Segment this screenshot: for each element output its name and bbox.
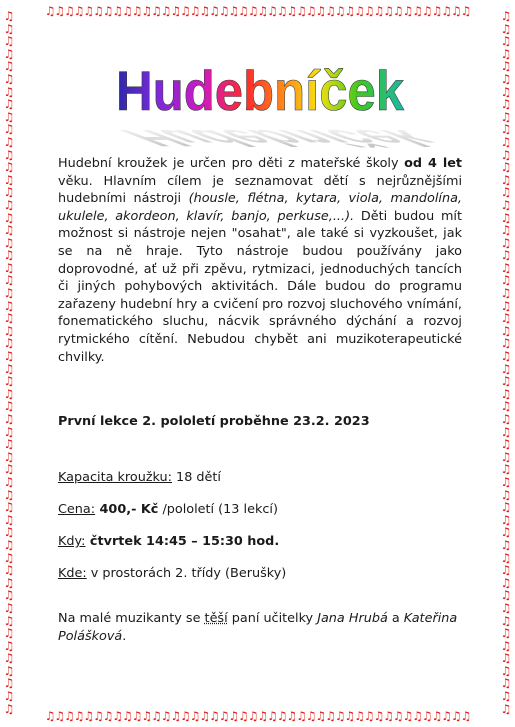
closing-look-forward: těší bbox=[204, 611, 228, 626]
music-note-icon: ♫ bbox=[325, 4, 335, 18]
intro-paragraph bbox=[58, 155, 462, 366]
music-note-icon: ♫ bbox=[122, 4, 132, 18]
music-note-icon: ♫ bbox=[3, 21, 15, 36]
music-note-icon: ♫ bbox=[131, 709, 142, 723]
intro-text-1: Hudební kroužek je určen pro děti z mateřské školy bbox=[58, 156, 405, 171]
music-note-icon: ♫ bbox=[189, 4, 200, 18]
intro-text-2: věku. Hlavním cílem je seznamovat dětí s nejrůznějšími hudebními nástroji bbox=[58, 173, 462, 207]
music-note-icon: ♫ bbox=[500, 273, 512, 288]
music-note-icon: ♫ bbox=[160, 709, 171, 723]
music-note-icon: ♫ bbox=[325, 709, 335, 723]
music-note-icon: ♫ bbox=[500, 474, 512, 489]
music-note-icon: ♫ bbox=[3, 59, 15, 74]
instruments-list: (housle, flétna, kytara, viola, mandolína, ukulele, akordeon, klavír, banjo, perkuse,...). bbox=[58, 191, 462, 224]
title-svg bbox=[100, 48, 490, 152]
music-note-icon: ♫ bbox=[199, 4, 210, 18]
music-note-icon: ♫ bbox=[3, 487, 15, 502]
music-note-icon: ♫ bbox=[334, 4, 345, 18]
intro-text-3: Děti budou mít možnost si nástroje nejen "osahat", ale také si vyzkoušet, jak se na ně hraje. Tyto nástroje budou používány jako doprovodné, ať už při zpěvu, rytmizaci, jednoduchých tancích či jiných pohybových aktivitách. Dále budou do programu zařazeny hudební hry a cvičení pro rozvoj sluchového vnímání, fonematického sluchu, nácvik správného dýchání a rozvoj rytmického cítění. Nebudou chybět ani muzikoterapeutické chvilky. bbox=[58, 208, 462, 365]
music-note-icon: ♫ bbox=[3, 235, 15, 250]
music-note-icon: ♫ bbox=[286, 709, 297, 723]
music-note-icon: ♫ bbox=[500, 550, 512, 565]
music-note-icon: ♫ bbox=[3, 550, 15, 565]
music-note-icon: ♫ bbox=[267, 4, 277, 18]
music-note-icon: ♫ bbox=[500, 97, 512, 112]
border-left bbox=[2, 10, 16, 717]
music-note-icon: ♫ bbox=[500, 298, 512, 313]
music-note-icon: ♫ bbox=[412, 709, 422, 723]
price-label: Cena: bbox=[58, 502, 96, 517]
music-note-icon: ♫ bbox=[3, 701, 15, 716]
music-note-icon: ♫ bbox=[3, 34, 15, 49]
music-note-icon: ♫ bbox=[500, 34, 512, 49]
music-note-icon: ♫ bbox=[500, 462, 512, 477]
music-note-icon: ♫ bbox=[500, 336, 512, 351]
music-note-icon: ♫ bbox=[500, 449, 512, 464]
music-note-icon: ♫ bbox=[500, 147, 512, 162]
music-note-icon: ♫ bbox=[402, 4, 413, 18]
music-note-icon: ♫ bbox=[500, 361, 512, 376]
music-note-icon: ♫ bbox=[3, 349, 15, 364]
music-note-icon: ♫ bbox=[122, 709, 132, 723]
music-note-icon: ♫ bbox=[460, 4, 471, 18]
music-note-icon: ♫ bbox=[3, 223, 15, 238]
music-note-icon: ♫ bbox=[3, 588, 15, 603]
music-note-icon: ♫ bbox=[3, 575, 15, 590]
music-note-icon: ♫ bbox=[209, 709, 219, 723]
music-note-icon: ♫ bbox=[500, 689, 512, 704]
first-lesson-notice: První lekce 2. pololetí proběhne 23.2. 2023 bbox=[58, 414, 370, 429]
music-note-icon: ♫ bbox=[500, 84, 512, 99]
music-note-icon: ♫ bbox=[3, 160, 15, 175]
music-note-icon: ♫ bbox=[3, 248, 15, 263]
music-note-icon: ♫ bbox=[500, 512, 512, 527]
music-note-icon: ♫ bbox=[170, 4, 181, 18]
music-note-icon: ♫ bbox=[3, 525, 15, 540]
border-top bbox=[0, 4, 515, 18]
music-note-icon: ♫ bbox=[305, 4, 316, 18]
music-note-icon: ♫ bbox=[315, 4, 326, 18]
music-note-icon: ♫ bbox=[3, 336, 15, 351]
music-note-icon: ♫ bbox=[3, 512, 15, 527]
music-note-icon: ♫ bbox=[3, 374, 15, 389]
music-note-icon: ♫ bbox=[112, 4, 123, 18]
music-note-icon: ♫ bbox=[131, 4, 142, 18]
music-note-icon: ♫ bbox=[3, 147, 15, 162]
where-label: Kde: bbox=[58, 566, 87, 581]
music-note-icon: ♫ bbox=[500, 638, 512, 653]
music-note-icon: ♫ bbox=[500, 626, 512, 641]
music-note-icon: ♫ bbox=[180, 709, 190, 723]
music-note-icon: ♫ bbox=[354, 4, 364, 18]
music-note-icon: ♫ bbox=[500, 172, 512, 187]
capacity-label: Kapacita kroužku: bbox=[58, 470, 172, 485]
music-note-icon: ♫ bbox=[500, 59, 512, 74]
title-wordart bbox=[100, 48, 490, 152]
music-note-icon: ♫ bbox=[54, 709, 65, 723]
music-note-icon: ♫ bbox=[3, 361, 15, 376]
music-note-icon: ♫ bbox=[500, 386, 512, 401]
music-note-icon: ♫ bbox=[500, 160, 512, 175]
music-note-icon: ♫ bbox=[412, 4, 422, 18]
price-note: /pololetí (13 lekcí) bbox=[158, 502, 278, 517]
music-note-icon: ♫ bbox=[218, 4, 229, 18]
title-shadow: Hudebníček bbox=[101, 124, 490, 152]
music-note-icon: ♫ bbox=[3, 109, 15, 124]
music-note-icon: ♫ bbox=[500, 676, 512, 691]
music-note-icon: ♫ bbox=[431, 4, 442, 18]
music-note-icon: ♫ bbox=[500, 210, 512, 225]
music-note-icon: ♫ bbox=[102, 709, 113, 723]
music-note-icon: ♫ bbox=[3, 197, 15, 212]
music-note-icon: ♫ bbox=[3, 311, 15, 326]
music-note-icon: ♫ bbox=[83, 709, 94, 723]
music-note-icon: ♫ bbox=[383, 709, 393, 723]
music-note-icon: ♫ bbox=[344, 4, 355, 18]
music-note-icon: ♫ bbox=[363, 4, 374, 18]
music-note-icon: ♫ bbox=[305, 709, 316, 723]
teacher-name-2: Kateřina Polášková bbox=[58, 611, 458, 644]
music-note-icon: ♫ bbox=[431, 709, 442, 723]
music-note-icon: ♫ bbox=[500, 412, 512, 426]
music-note-icon: ♫ bbox=[460, 709, 471, 723]
music-note-icon: ♫ bbox=[441, 709, 451, 723]
info-where bbox=[58, 565, 286, 583]
music-note-icon: ♫ bbox=[3, 563, 15, 578]
music-note-icon: ♫ bbox=[500, 9, 512, 23]
music-note-icon: ♫ bbox=[228, 4, 239, 18]
main-content bbox=[58, 155, 463, 644]
music-note-icon: ♫ bbox=[421, 709, 432, 723]
border-bottom bbox=[0, 709, 515, 723]
music-note-icon: ♫ bbox=[112, 709, 123, 723]
music-note-icon: ♫ bbox=[218, 709, 229, 723]
music-note-icon: ♫ bbox=[238, 709, 248, 723]
music-note-icon: ♫ bbox=[500, 437, 512, 452]
music-note-icon: ♫ bbox=[500, 311, 512, 326]
music-note-icon: ♫ bbox=[441, 4, 451, 18]
music-note-icon: ♫ bbox=[209, 4, 219, 18]
music-note-icon: ♫ bbox=[500, 349, 512, 364]
music-note-icon: ♫ bbox=[500, 286, 512, 301]
music-note-icon: ♫ bbox=[421, 4, 432, 18]
music-note-icon: ♫ bbox=[500, 260, 512, 275]
music-note-icon: ♫ bbox=[286, 4, 297, 18]
music-note-icon: ♫ bbox=[3, 172, 15, 187]
music-note-icon: ♫ bbox=[44, 4, 55, 18]
music-note-icon: ♫ bbox=[296, 709, 306, 723]
music-note-icon: ♫ bbox=[500, 613, 512, 628]
closing-text-2: paní učitelky bbox=[227, 611, 318, 626]
music-note-icon: ♫ bbox=[3, 537, 15, 552]
music-note-icon: ♫ bbox=[3, 613, 15, 628]
music-note-icon: ♫ bbox=[354, 709, 364, 723]
music-note-icon: ♫ bbox=[83, 4, 94, 18]
music-note-icon: ♫ bbox=[247, 4, 258, 18]
music-note-icon: ♫ bbox=[238, 4, 248, 18]
music-note-icon: ♫ bbox=[450, 4, 461, 18]
price-value: 400,- Kč bbox=[95, 502, 159, 517]
music-note-icon: ♫ bbox=[3, 638, 15, 653]
music-note-icon: ♫ bbox=[180, 4, 190, 18]
music-note-icon: ♫ bbox=[3, 500, 15, 515]
when-label: Kdy: bbox=[58, 534, 86, 549]
music-note-icon: ♫ bbox=[189, 709, 200, 723]
music-note-icon: ♫ bbox=[3, 412, 15, 426]
music-note-icon: ♫ bbox=[392, 4, 403, 18]
teacher-name-1: Jana Hrubá bbox=[317, 611, 388, 626]
music-note-icon: ♫ bbox=[500, 588, 512, 603]
music-note-icon: ♫ bbox=[73, 709, 84, 723]
music-note-icon: ♫ bbox=[500, 663, 512, 678]
music-note-icon: ♫ bbox=[64, 4, 74, 18]
music-note-icon: ♫ bbox=[3, 323, 15, 338]
closing-text-3: a bbox=[387, 611, 404, 626]
music-note-icon: ♫ bbox=[315, 709, 326, 723]
music-note-icon: ♫ bbox=[3, 9, 15, 23]
music-note-icon: ♫ bbox=[373, 709, 384, 723]
music-note-icon: ♫ bbox=[199, 709, 210, 723]
music-note-icon: ♫ bbox=[500, 248, 512, 263]
music-note-icon: ♫ bbox=[3, 676, 15, 691]
music-note-icon: ♫ bbox=[344, 709, 355, 723]
music-note-icon: ♫ bbox=[500, 374, 512, 389]
music-note-icon: ♫ bbox=[3, 84, 15, 99]
music-note-icon: ♫ bbox=[93, 4, 103, 18]
music-note-icon: ♫ bbox=[102, 4, 113, 18]
music-note-icon: ♫ bbox=[500, 651, 512, 666]
age-highlight: od 4 let bbox=[404, 156, 463, 171]
music-note-icon: ♫ bbox=[3, 600, 15, 615]
music-note-icon: ♫ bbox=[3, 286, 15, 301]
music-note-icon: ♫ bbox=[3, 122, 15, 137]
when-value: čtvrtek 14:45 – 15:30 hod. bbox=[85, 534, 280, 549]
music-note-icon: ♫ bbox=[3, 689, 15, 704]
music-note-icon: ♫ bbox=[141, 709, 152, 723]
music-note-icon: ♫ bbox=[500, 323, 512, 338]
music-note-icon: ♫ bbox=[267, 709, 277, 723]
music-note-icon: ♫ bbox=[151, 4, 161, 18]
music-note-icon: ♫ bbox=[54, 4, 65, 18]
closing-note bbox=[58, 610, 462, 645]
music-note-icon: ♫ bbox=[247, 709, 258, 723]
music-note-icon: ♫ bbox=[500, 223, 512, 238]
music-note-icon: ♫ bbox=[500, 575, 512, 590]
music-note-icon: ♫ bbox=[3, 663, 15, 678]
music-note-icon: ♫ bbox=[3, 185, 15, 200]
music-note-icon: ♫ bbox=[500, 46, 512, 61]
music-note-icon: ♫ bbox=[500, 134, 512, 149]
music-note-icon: ♫ bbox=[500, 122, 512, 137]
where-value: v prostorách 2. třídy (Berušky) bbox=[86, 566, 287, 581]
music-note-icon: ♫ bbox=[3, 260, 15, 275]
music-note-icon: ♫ bbox=[500, 424, 512, 439]
music-note-icon: ♫ bbox=[500, 197, 512, 212]
closing-text-4: . bbox=[122, 628, 127, 644]
music-note-icon: ♫ bbox=[500, 525, 512, 540]
music-note-icon: ♫ bbox=[3, 97, 15, 112]
music-note-icon: ♫ bbox=[3, 651, 15, 666]
music-note-icon: ♫ bbox=[257, 4, 268, 18]
music-note-icon: ♫ bbox=[3, 273, 15, 288]
music-note-icon: ♫ bbox=[402, 709, 413, 723]
music-note-icon: ♫ bbox=[3, 210, 15, 225]
music-note-icon: ♫ bbox=[500, 537, 512, 552]
music-note-icon: ♫ bbox=[3, 71, 15, 86]
music-note-icon: ♫ bbox=[500, 71, 512, 86]
music-note-icon: ♫ bbox=[3, 449, 15, 464]
music-note-icon: ♫ bbox=[500, 500, 512, 515]
music-note-icon: ♫ bbox=[500, 185, 512, 200]
music-note-icon: ♫ bbox=[276, 4, 287, 18]
capacity-value: 18 dětí bbox=[171, 470, 221, 485]
music-note-icon: ♫ bbox=[3, 626, 15, 641]
music-note-icon: ♫ bbox=[151, 709, 161, 723]
music-note-icon: ♫ bbox=[500, 487, 512, 502]
info-capacity bbox=[58, 469, 221, 487]
music-note-icon: ♫ bbox=[3, 424, 15, 439]
music-note-icon: ♫ bbox=[228, 709, 239, 723]
music-note-icon: ♫ bbox=[334, 709, 345, 723]
music-note-icon: ♫ bbox=[64, 709, 74, 723]
music-note-icon: ♫ bbox=[257, 709, 268, 723]
music-note-icon: ♫ bbox=[3, 462, 15, 477]
music-note-icon: ♫ bbox=[73, 4, 84, 18]
music-note-icon: ♫ bbox=[392, 709, 403, 723]
page-title: Hudebníček bbox=[116, 59, 405, 122]
music-note-icon: ♫ bbox=[141, 4, 152, 18]
music-note-icon: ♫ bbox=[160, 4, 171, 18]
music-note-icon: ♫ bbox=[93, 709, 103, 723]
music-note-icon: ♫ bbox=[276, 709, 287, 723]
music-note-icon: ♫ bbox=[3, 437, 15, 452]
music-note-icon: ♫ bbox=[383, 4, 393, 18]
music-note-icon: ♫ bbox=[450, 709, 461, 723]
music-note-icon: ♫ bbox=[363, 709, 374, 723]
music-note-icon: ♫ bbox=[500, 563, 512, 578]
border-right bbox=[499, 10, 513, 717]
music-note-icon: ♫ bbox=[500, 21, 512, 36]
music-note-icon: ♫ bbox=[373, 4, 384, 18]
music-note-icon: ♫ bbox=[170, 709, 181, 723]
music-note-icon: ♫ bbox=[500, 109, 512, 124]
music-note-icon: ♫ bbox=[3, 474, 15, 489]
music-note-icon: ♫ bbox=[3, 46, 15, 61]
closing-text-1: Na malé muzikanty se bbox=[58, 611, 205, 626]
music-note-icon: ♫ bbox=[500, 701, 512, 716]
music-note-icon: ♫ bbox=[500, 235, 512, 250]
info-price bbox=[58, 501, 278, 519]
info-when bbox=[58, 533, 279, 551]
music-note-icon: ♫ bbox=[500, 399, 512, 414]
music-note-icon: ♫ bbox=[3, 386, 15, 401]
music-note-icon: ♫ bbox=[296, 4, 306, 18]
music-note-icon: ♫ bbox=[3, 298, 15, 313]
music-note-icon: ♫ bbox=[3, 134, 15, 149]
music-note-icon: ♫ bbox=[44, 709, 55, 723]
music-note-icon: ♫ bbox=[3, 399, 15, 414]
music-note-icon: ♫ bbox=[500, 600, 512, 615]
